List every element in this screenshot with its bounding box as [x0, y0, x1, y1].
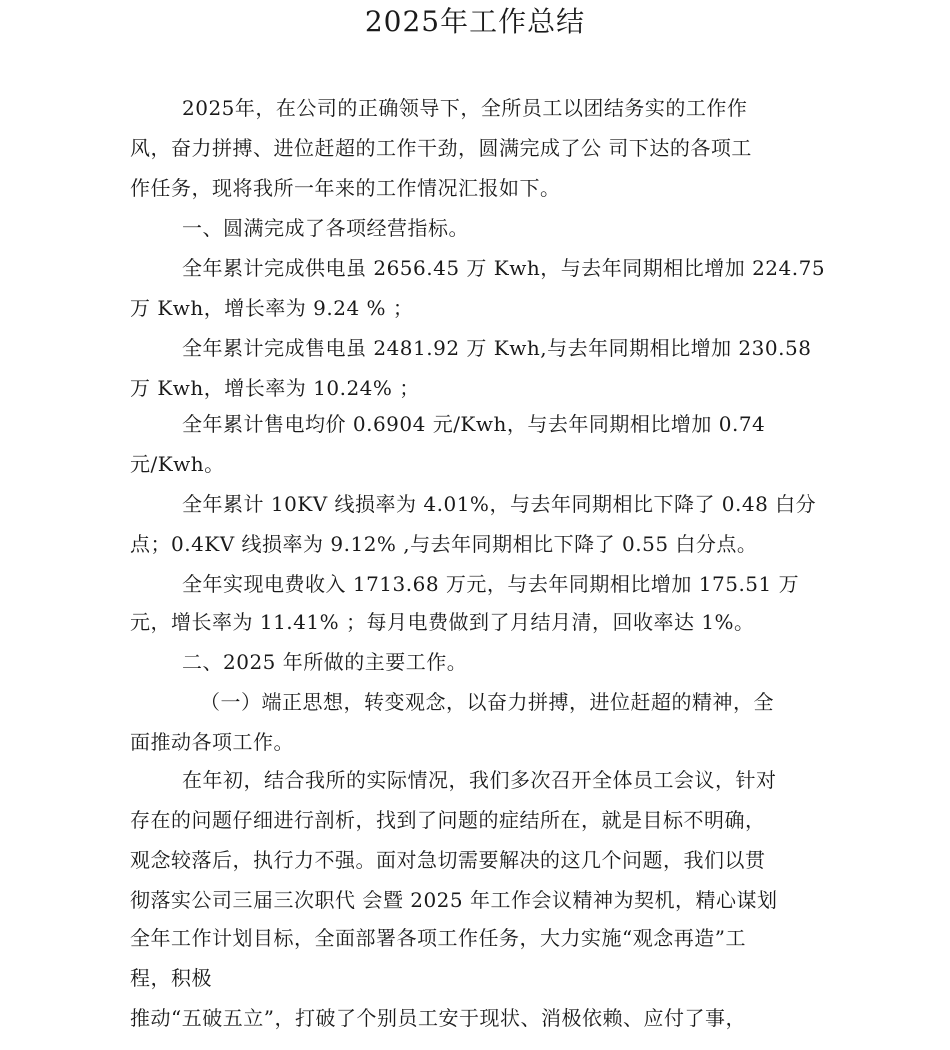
section-heading: 二、2025 年所做的主要工作。 [182, 650, 468, 674]
paragraph-line: 万 Kwh，增长率为 10.24% ； [130, 376, 420, 400]
paragraph-line: 全年工作计划目标，全面部署各项工作任务，大力实施“观念再造”工 [130, 926, 746, 950]
paragraph-line: 推动“五破五立”，打破了个别员工安于现状、消极依赖、应付了事， [130, 1006, 746, 1030]
subsection-heading: （一）端正思想，转变观念，以奋力拼搏，进位赶超的精神，全 [200, 690, 774, 714]
paragraph-line: 在年初，结合我所的实际情况，我们多次召开全体员工会议，针对 [182, 768, 777, 792]
paragraph-line: 程，积极 [130, 966, 212, 990]
section-heading: 一、圆满完成了各项经营指标。 [182, 216, 469, 240]
paragraph-line: 点；0.4KV 线损率为 9.12% ,与去年同期相比下降了 0.55 白分点。 [130, 532, 758, 556]
paragraph-line: 万 Kwh，增长率为 9.24 % ； [130, 296, 414, 320]
paragraph-line: 2025年，在公司的正确领导下，全所员工以团结务实的工作作 [182, 96, 748, 120]
paragraph-line: 彻落实公司三届三次职代 会暨 2025 年工作会议精神为契机，精心谋划 [130, 888, 778, 912]
paragraph-line: 观念较落后，执行力不强。面对急切需要解决的这几个问题，我们以贯 [130, 848, 766, 872]
paragraph-line: 全年累计完成售电虽 2481.92 万 Kwh,与去年同期相比增加 230.58 [182, 336, 812, 360]
paragraph-line: 面推动各项工作。 [130, 730, 294, 754]
paragraph-line: 元，增长率为 11.41% ；每月电费做到了月结月清，回收率达 1%。 [130, 610, 755, 634]
paragraph-line: 全年累计完成供电虽 2656.45 万 Kwh，与去年同期相比增加 224.75 [182, 256, 826, 280]
paragraph-line: 风，奋力拼搏、进位赶超的工作干劲，圆满完成了公 司下达的各项工 [130, 136, 752, 160]
paragraph-line: 全年累计售电均价 0.6904 元/Kwh，与去年同期相比增加 0.74 [182, 412, 766, 436]
paragraph-line: 全年累计 10KV 线损率为 4.01%，与去年同期相比下降了 0.48 白分 [182, 492, 817, 516]
paragraph-line: 全年实现电费收入 1713.68 万元，与去年同期相比增加 175.51 万 [182, 572, 800, 596]
paragraph-line: 作任务，现将我所一年来的工作情况汇报如下。 [130, 176, 561, 200]
paragraph-line: 存在的问题仔细进行剖析，找到了问题的症结所在，就是目标不明确， [130, 808, 766, 832]
paragraph-line: 元/Kwh。 [130, 452, 225, 476]
document-title: 2025年工作总结 [364, 5, 586, 38]
